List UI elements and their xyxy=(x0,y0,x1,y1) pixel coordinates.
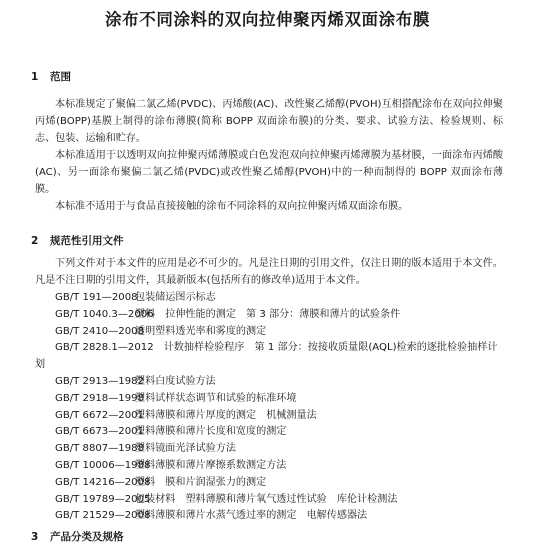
reference-list xyxy=(35,290,503,525)
reference-code: GB/T 191—2008 xyxy=(55,292,138,303)
reference-code: GB/T 6672—2001 xyxy=(55,409,144,421)
reference-item xyxy=(35,307,503,324)
reference-title: 塑料薄膜和薄片水蒸气透过率的测定 电解传感器法 xyxy=(135,510,368,522)
reference-item xyxy=(35,475,503,492)
section-number: 1 xyxy=(31,71,39,83)
reference-title: 塑料试样状态调节和试验的标准环境 xyxy=(135,392,297,404)
section-title: 范围 xyxy=(50,71,71,83)
reference-title: 塑料薄膜和薄片长度和宽度的测定 xyxy=(135,426,287,438)
reference-code: GB/T 8807—1988 xyxy=(55,443,144,455)
reference-item xyxy=(35,374,503,391)
reference-title: 包装储运图示标志 xyxy=(135,292,216,303)
reference-title: 塑料 膜和片润湿张力的测定 xyxy=(135,476,267,488)
section-title: 产品分类及规格 xyxy=(50,531,124,543)
reference-item xyxy=(35,290,503,307)
reference-code: GB/T 2913—1982 xyxy=(55,375,144,387)
reference-title: 包装材料 塑料薄膜和薄片氧气透过性试验 库伦计检测法 xyxy=(135,493,398,505)
reference-item xyxy=(35,324,503,341)
reference-code: GB/T 2918—1998 xyxy=(55,392,144,404)
reference-title: 塑料白度试验方法 xyxy=(135,375,216,387)
reference-item xyxy=(35,441,503,458)
references-intro-paragraph: 下列文件对于本文件的应用是必不可少的。凡是注日期的引用文件，仅注日期的版本适用于本文件。凡是不注日期的引用文件，其最新版本(包括所有的修改单)适用于本文件。 xyxy=(35,258,503,286)
reference-title: 塑料薄膜和薄片摩擦系数测定方法 xyxy=(135,459,287,471)
reference-code: GB/T 6673—2001 xyxy=(55,426,144,438)
reference-code: GB/T 10006—1988 xyxy=(55,459,151,471)
reference-item xyxy=(35,492,503,509)
reference-title: 塑料 拉伸性能的测定 第 3 部分：薄膜和薄片的试验条件 xyxy=(135,308,401,320)
reference-title: 透明塑料透光率和雾度的测定 xyxy=(135,325,267,337)
reference-item xyxy=(35,458,503,475)
scope-paragraph-3: 本标准不适用于与食品直接接触的涂布不同涂料的双向拉伸聚丙烯双面涂布膜。 xyxy=(55,201,409,212)
reference-code: GB/T 14216—2008 xyxy=(55,476,151,488)
section-title: 规范性引用文件 xyxy=(50,235,124,247)
section-heading-classification xyxy=(31,530,124,544)
section-number: 2 xyxy=(31,235,39,247)
reference-title: 计数抽样检验程序 第 1 部分：按接收质量限(AQL)检索的逐批检验抽样计划 xyxy=(35,342,498,371)
section-heading-normative-references xyxy=(31,234,124,248)
reference-code: GB/T 21529—2008 xyxy=(55,510,151,522)
reference-code: GB/T 2828.1—2012 xyxy=(55,342,154,354)
reference-code: GB/T 1040.3—2006 xyxy=(55,308,154,320)
reference-code: GB/T 2410—2008 xyxy=(55,325,144,337)
scope-paragraph-1: 本标准规定了聚偏二氯乙烯(PVDC)、丙烯酸(AC)、改性聚乙烯醇(PVOH)互相搭配涂布在双向拉伸聚丙烯(BOPP)基膜上制得的涂布薄膜(简称 BOPP 双面涂布膜)的分类、要求、试验方法、检验规则、标志、包装、运输和贮存。 xyxy=(35,99,503,144)
reference-item xyxy=(35,424,503,441)
reference-title: 塑料薄膜和薄片厚度的测定 机械测量法 xyxy=(135,409,317,421)
section-number: 3 xyxy=(31,531,39,543)
reference-code: GB/T 19789—2005 xyxy=(55,493,151,505)
reference-title: 塑料镜面光泽试验方法 xyxy=(135,443,236,455)
reference-item xyxy=(35,340,503,374)
reference-item xyxy=(35,391,503,408)
section-heading-scope xyxy=(31,70,71,84)
reference-item xyxy=(35,408,503,425)
document-title: 涂布不同涂料的双向拉伸聚丙烯双面涂布膜 xyxy=(105,10,430,29)
scope-paragraph-2: 本标准适用于以透明双向拉伸聚丙烯薄膜或白色发泡双向拉伸聚丙烯薄膜为基材膜，一面涂布丙烯酸(AC)、另一面涂布聚偏二氯乙烯(PVDC)或改性聚乙烯醇(PVOH)中的一种而制得的 BOPP 双面涂布薄膜。 xyxy=(35,150,503,195)
reference-item xyxy=(35,508,503,525)
